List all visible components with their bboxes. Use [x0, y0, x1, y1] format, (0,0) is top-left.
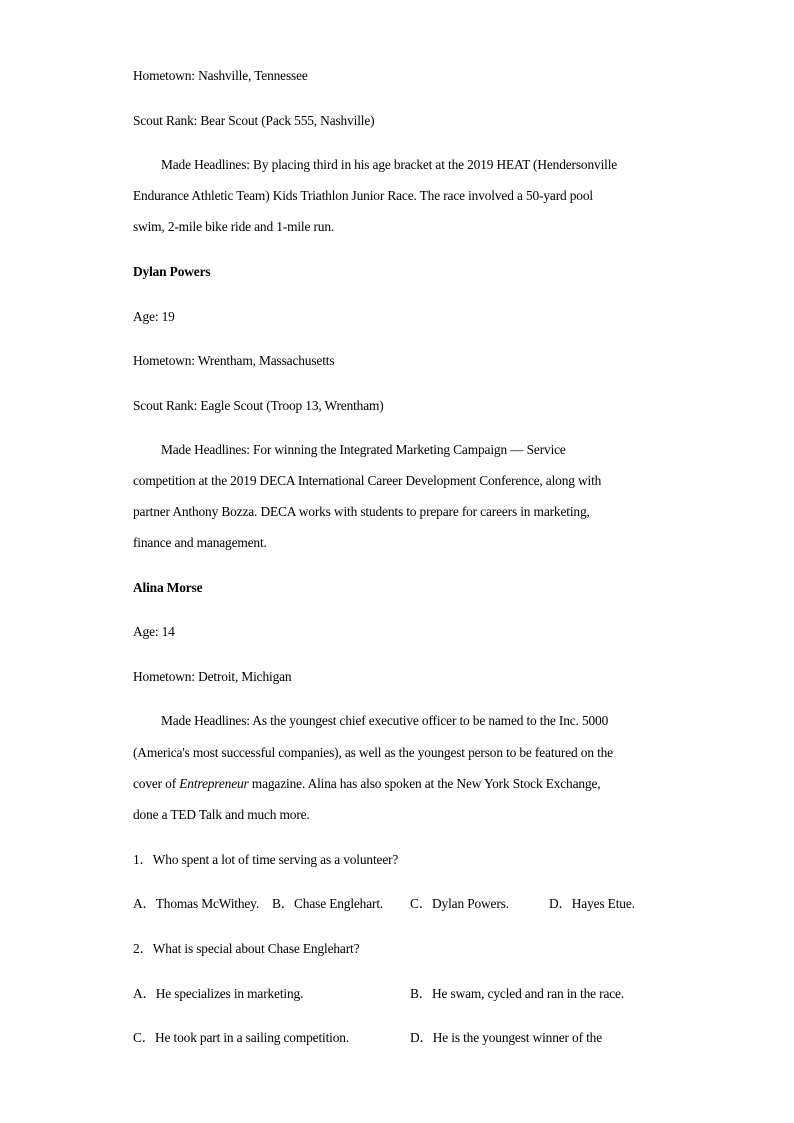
person3-name-heading: Alina Morse — [133, 580, 203, 595]
person2-scout-rank: Scout Rank: Eagle Scout (Troop 13, Wrentham) — [133, 398, 384, 413]
question-2-option-b[interactable]: B．He swam, cycled and ran in the race. — [410, 986, 625, 1001]
question-1-option-a[interactable]: A．Thomas McWithey. — [133, 896, 260, 911]
person1-headline-line: Endurance Athletic Team) Kids Triathlon Junior Race. The race involved a 50-yard pool — [133, 188, 593, 203]
person1-headline-line: swim, 2-mile bike ride and 1-mile run. — [133, 219, 335, 234]
magazine-title: Entrepreneur — [179, 776, 249, 791]
question-1-option-d[interactable]: D．Hayes Etue. — [549, 896, 635, 911]
question-2-stem: 2．What is special about Chase Englehart? — [133, 941, 360, 956]
question-2-option-c[interactable]: C．He took part in a sailing competition. — [133, 1030, 350, 1045]
question-2-option-d[interactable]: D．He is the youngest winner of the — [410, 1030, 603, 1045]
question-1-option-c[interactable]: C．Dylan Powers. — [410, 896, 509, 911]
question-1-stem: 1．Who spent a lot of time serving as a volunteer? — [133, 852, 399, 867]
question-1-option-b[interactable]: B．Chase Englehart. — [272, 896, 384, 911]
headline-text: magazine. Alina has also spoken at the New York Stock Exchange, — [248, 776, 601, 791]
person2-age: Age: 19 — [133, 309, 175, 324]
person3-headline-line: (America's most successful companies), as well as the youngest person to be featured on the — [133, 745, 613, 760]
headline-text: cover of — [133, 776, 180, 791]
person3-hometown: Hometown: Detroit, Michigan — [133, 669, 292, 684]
question-2-option-a[interactable]: A．He specializes in marketing. — [133, 986, 304, 1001]
person1-scout-rank: Scout Rank: Bear Scout (Pack 555, Nashville) — [133, 113, 375, 128]
person3-headline-line — [133, 776, 600, 792]
person2-headline-line: finance and management. — [133, 535, 267, 550]
person2-name-heading: Dylan Powers — [133, 264, 211, 279]
person1-hometown: Hometown: Nashville, Tennessee — [133, 68, 308, 83]
person3-headline-line: Made Headlines: As the youngest chief executive officer to be named to the Inc. 5000 — [161, 713, 609, 728]
person1-headline-line: Made Headlines: By placing third in his age bracket at the 2019 HEAT (Hendersonville — [161, 157, 618, 172]
person3-headline-line: done a TED Talk and much more. — [133, 807, 310, 822]
person2-hometown: Hometown: Wrentham, Massachusetts — [133, 353, 335, 368]
person3-age: Age: 14 — [133, 624, 175, 639]
person2-headline-line: Made Headlines: For winning the Integrated Marketing Campaign — Service — [161, 442, 566, 457]
person2-headline-line: competition at the 2019 DECA International Career Development Conference, along with — [133, 473, 602, 488]
person2-headline-line: partner Anthony Bozza. DECA works with students to prepare for careers in marketing, — [133, 504, 590, 519]
